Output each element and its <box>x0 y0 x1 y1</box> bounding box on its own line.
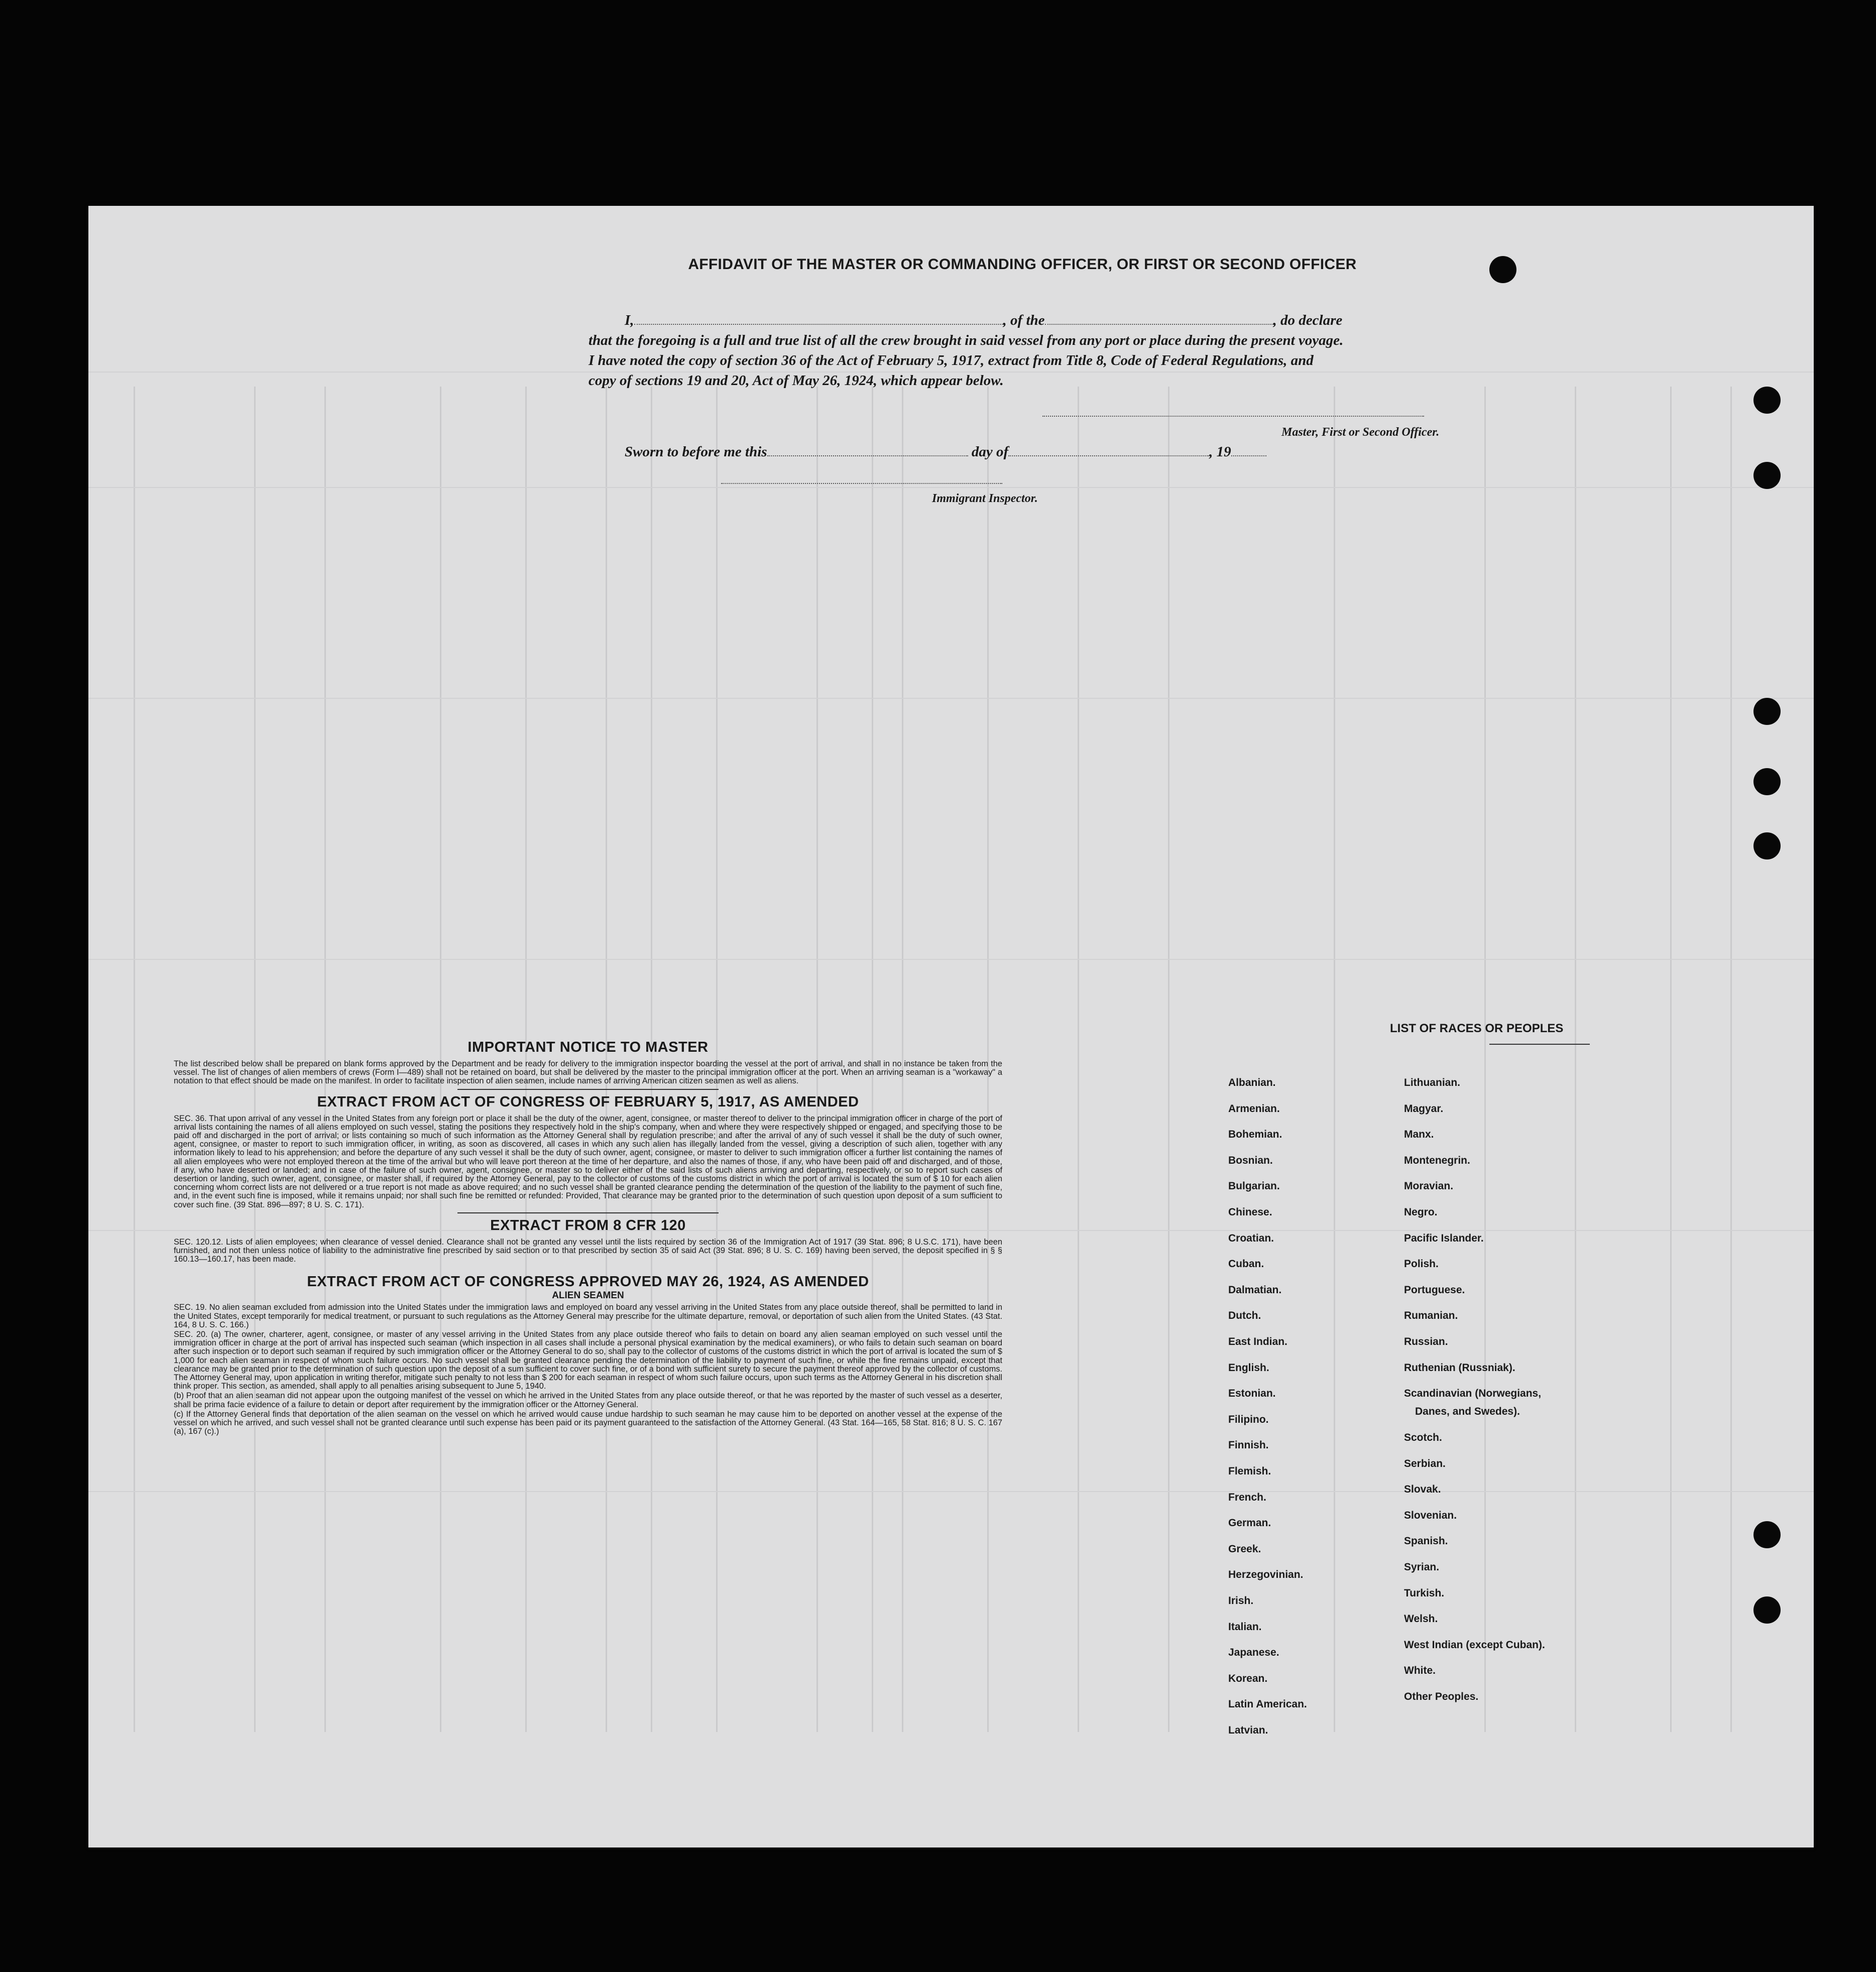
race-item: Bulgarian. <box>1228 1180 1280 1192</box>
race-item: Rumanian. <box>1404 1310 1458 1322</box>
race-item: Latvian. <box>1228 1724 1268 1736</box>
race-item: Moravian. <box>1404 1180 1454 1192</box>
race-item: Turkish. <box>1404 1587 1445 1599</box>
races-title: LIST OF RACES OR PEOPLES <box>1390 1022 1564 1035</box>
punch-hole <box>1753 1596 1781 1624</box>
extract-1924-sec20b: (b) Proof that an alien seaman did not appear upon the outgoing manifest of the vessel on which he arrived in the United States from any place outside thereof, or that he was reported by the master of such vessel as a deserter, shall be prima facie evidence of a failure to detain or deport after requirement by the immigration officer or the Attorney General. <box>174 1391 1002 1409</box>
declaration-sections: copy of sections 19 and 20, Act of May 26, 1924, which appear below. <box>589 373 1004 389</box>
race-item: French. <box>1228 1491 1266 1503</box>
sworn-line <box>625 444 1266 460</box>
race-item: Other Peoples. <box>1404 1690 1479 1702</box>
vessel-blank[interactable] <box>1045 324 1273 325</box>
master-label: Master, First or Second Officer. <box>1281 426 1440 439</box>
race-item: West Indian (except Cuban). <box>1404 1639 1545 1651</box>
race-item: Slovak. <box>1404 1484 1441 1496</box>
race-item: Negro. <box>1404 1206 1438 1218</box>
extract-1917-text: SEC. 36. That upon arrival of any vessel in the United States from any foreign port or place it shall be the duty of the owner, agent, consignee, or master thereof to deliver to the principal immigration officer in charge of the port of arrival lists containing the names of all aliens employed on such vessel, stating the positions they respectively hold in the ship's company, when and where they were respectively shipped or engaged, and specifying those to be paid off and discharged in the port of arrival; or lists containing so much of such information as the Attorney General shall by regulation prescribe; and after the arrival of any of such vessel it shall be the duty of such owner, agent, consignee, or master to report to such immigration officer, in writing, as soon as discovered, all cases in which any such alien has illegally landed from the vessel, giving a description of such alien, together with any information likely to lead to his apprehension; and before the departure of any such vessel it shall be the duty of such owner, agent, consignee, or master to deliver to such immigration officer a further list containing the names of all alien employees who were not employed thereon at the time of the arrival but who will leave port thereon at the time of her departure, and also the names of those, if any, who have been paid off and discharged, and of those, if any, who have deserted or landed; and in case of the failure of such owner, agent, consignee, or master so to deliver either of the said lists of such aliens arriving and departing, respectively, or so to report such cases of desertion or landing, such owner, agent, consignee, or master shall, if required by the Attorney General, pay to the collector of customs of the customs district in which the port of arrival is located the sum of $ 10 for each alien concerning whom correct lists are not delivered or a true report is not made as above required; and no such vessel shall be granted clearance pending the determination of the question of the liability to the payment of such fine, and, in the event such fine is imposed, while it remains unpaid; nor shall such fine be remitted or refunded: Provided, That clearance may be granted prior to the determination of such question upon deposit of a sum sufficient to cover such fine. (39 Stat. 896—897; 8 U. S. C. 171). <box>174 1114 1002 1209</box>
divider <box>457 1089 719 1090</box>
race-item: Portuguese. <box>1404 1284 1465 1296</box>
declaration-statement: that the foregoing is a full and true list of all the crew brought in said vessel from any port or place during the present voyage. <box>589 332 1344 348</box>
notice-title: IMPORTANT NOTICE TO MASTER <box>467 1039 709 1055</box>
punch-hole <box>1753 698 1781 725</box>
race-item: Lithuanian. <box>1404 1077 1460 1088</box>
declaration-i: I, <box>625 312 634 328</box>
race-item: Bohemian. <box>1228 1129 1282 1141</box>
race-item: Scandinavian (Norwegians, <box>1404 1388 1542 1400</box>
race-item: White. <box>1404 1665 1436 1677</box>
punch-hole <box>1753 1521 1781 1548</box>
punch-hole <box>1753 462 1781 489</box>
extract-1924-title: EXTRACT FROM ACT OF CONGRESS APPROVED MAY 26, 1924, AS AMENDED <box>307 1274 869 1290</box>
race-item: Serbian. <box>1404 1457 1446 1469</box>
extract-1924-sec20c: (c) If the Attorney General finds that deportation of the alien seaman on the vessel on which he arrived would cause undue hardship to such seaman he may cause him to be deported on another vessel at the expense of the vessel on which he arrived, and such vessel shall not be granted clearance until such expense has been paid or its payment guaranteed to the satisfaction of the Attorney General. (43 Stat. 164—165, 58 Stat. 816; 8 U. S. C. 167 (a), 167 (c).) <box>174 1409 1002 1436</box>
race-item: Spanish. <box>1404 1535 1448 1547</box>
race-item: German. <box>1228 1517 1271 1529</box>
extract-cfr-title: EXTRACT FROM 8 CFR 120 <box>490 1217 686 1234</box>
race-item: Italian. <box>1228 1621 1262 1633</box>
race-item: Herzegovinian. <box>1228 1569 1304 1581</box>
extract-1924-sec20a: SEC. 20. (a) The owner, charterer, agent, consignee, or master of any vessel arriving in the United States from any place outside thereof who fails to detain on board any alien seaman employed on such vessel until the immigration officer in charge at the port of arrival has inspected such seaman (which inspection in all cases shall include a personal physical examination by the medical examiners), or who fails to detain such seaman on board after such inspection or to deport such seaman if required by such immigration officer or the Attorney General to do so, shall pay to the collector of customs of the customs district in which the port of arrival is located the sum of $ 1,000 for each alien seaman in respect of whom such failure occurs. No such vessel shall be granted clearance pending the determination of the liability to payment of such fine, or while the fine remains unpaid, except that clearance may be granted prior to the determination of such question upon the deposit of a sum sufficient to cover such fine, or of a bond with sufficient surety to secure the payment thereof approved by the collector of customs. The Attorney General may, upon application in writing therefor, mitigate such penalty to not less than $ 200 for each seaman in respect of whom such failure occurs, upon such terms as the Attorney General in his discretion shall think proper. This section, as amended, shall apply to all penalties arising subsequent to June 5, 1940. <box>174 1330 1002 1391</box>
race-item: Scotch. <box>1404 1431 1442 1443</box>
punch-hole <box>1753 832 1781 859</box>
extract-cfr-text: SEC. 120.12. Lists of alien employees; when clearance of vessel denied. Clearance shall not be granted any vessel until the lists required by section 36 of the Immigration Act of 1917 (39 Stat. 896; 8 U.S.C. 171), have been furnished, and not then unless notice of liability to the administrative fine prescribed by said section or to that prescribed by section 35 of said Act (39 Stat. 896; 8 U. S. C. 169) having been served, the deposit specified in § § 160.13—160.17, has been made. <box>174 1237 1002 1264</box>
race-item: Japanese. <box>1228 1647 1279 1659</box>
race-item: Montenegrin. <box>1404 1154 1470 1166</box>
race-item: Magyar. <box>1404 1102 1444 1115</box>
race-item: Syrian. <box>1404 1561 1440 1573</box>
race-item: Manx. <box>1404 1129 1434 1141</box>
declaration-of-the: , of the <box>1003 312 1045 328</box>
extract-1924-sec19: SEC. 19. No alien seaman excluded from admission into the United States under the immigration laws and employed on board any vessel arriving in the United States from any place outside thereof, shall be permitted to land in the United States, except temporarily for medical treatment, or pursuant to such regulations as the Attorney General may prescribe for the ultimate departure, removal, or deportation of such alien from the United States. (43 Stat. 164, 8 U. S. C. 166.) <box>174 1303 1002 1329</box>
sworn-text: Sworn to before me this <box>625 444 767 460</box>
legal-notices-column <box>174 1039 1002 1437</box>
declaration-do-declare: , do declare <box>1273 312 1343 328</box>
inspector-signature-blank[interactable] <box>721 483 1002 484</box>
sworn-month-blank[interactable] <box>1008 455 1209 456</box>
race-item: Flemish. <box>1228 1465 1271 1477</box>
affidavit-title: AFFIDAVIT OF THE MASTER OR COMMANDING OFFICER, OR FIRST OR SECOND OFFICER <box>688 256 1357 273</box>
race-item: Welsh. <box>1404 1613 1438 1625</box>
race-item: East Indian. <box>1228 1336 1287 1347</box>
punch-hole <box>1753 768 1781 795</box>
extract-1917-title: EXTRACT FROM ACT OF CONGRESS OF FEBRUARY 5, 1917, AS AMENDED <box>317 1093 859 1110</box>
race-item: Albanian. <box>1228 1077 1276 1088</box>
declaration-line <box>625 312 1342 329</box>
race-item: Russian. <box>1404 1336 1448 1347</box>
race-item: Irish. <box>1228 1595 1254 1607</box>
race-item: Croatian. <box>1228 1232 1274 1244</box>
sworn-day-blank[interactable] <box>767 455 968 456</box>
race-item: Estonian. <box>1228 1388 1276 1400</box>
race-item: Latin American. <box>1228 1698 1307 1710</box>
extract-1924-subtitle: ALIEN SEAMEN <box>552 1290 624 1301</box>
inspector-label: Immigrant Inspector. <box>932 492 1038 505</box>
master-signature-blank[interactable] <box>1042 416 1424 417</box>
race-item: Bosnian. <box>1228 1154 1273 1166</box>
sworn-year-text: , 19 <box>1209 444 1231 460</box>
race-item: Pacific Islander. <box>1404 1232 1484 1244</box>
race-item: Korean. <box>1228 1672 1268 1684</box>
sworn-day-text: day of <box>971 444 1009 460</box>
race-item: Danes, and Swedes). <box>1415 1406 1520 1418</box>
name-blank[interactable] <box>634 324 1003 325</box>
punch-hole <box>1753 387 1781 414</box>
race-item: Cuban. <box>1228 1258 1264 1270</box>
punch-hole <box>1489 256 1516 283</box>
race-item: Armenian. <box>1228 1102 1280 1115</box>
race-item: Finnish. <box>1228 1439 1269 1451</box>
divider <box>457 1212 719 1213</box>
divider <box>1489 1044 1590 1045</box>
race-item: Polish. <box>1404 1258 1439 1270</box>
race-item: English. <box>1228 1362 1269 1374</box>
race-item: Slovenian. <box>1404 1509 1457 1521</box>
document-sheet <box>88 206 1814 1847</box>
race-item: Greek. <box>1228 1543 1261 1555</box>
notice-text: The list described below shall be prepared on blank forms approved by the Department and be ready for delivery to the immigration inspector boarding the vessel at the port of arrival, and shall in no instance be taken from the vessel. The list of changes of alien members of crews (Form I—489) shall not be retained on board, but shall be delivered by the master to the principal immigration officer at the port. When an arriving seaman is a "workaway" a notation to that effect should be made on the manifest. In order to facilitate inspection of alien seamen, include names of arriving American citizen seamen as well as aliens. <box>174 1059 1002 1086</box>
race-item: Filipino. <box>1228 1413 1269 1425</box>
race-item: Ruthenian (Russniak). <box>1404 1362 1515 1374</box>
race-item: Dutch. <box>1228 1310 1261 1322</box>
race-item: Dalmatian. <box>1228 1284 1282 1296</box>
race-item: Chinese. <box>1228 1206 1272 1218</box>
sworn-year-blank[interactable] <box>1231 455 1266 456</box>
declaration-noted: I have noted the copy of section 36 of the Act of February 5, 1917, extract from Title 8, Code of Federal Regulations, and <box>589 352 1314 368</box>
